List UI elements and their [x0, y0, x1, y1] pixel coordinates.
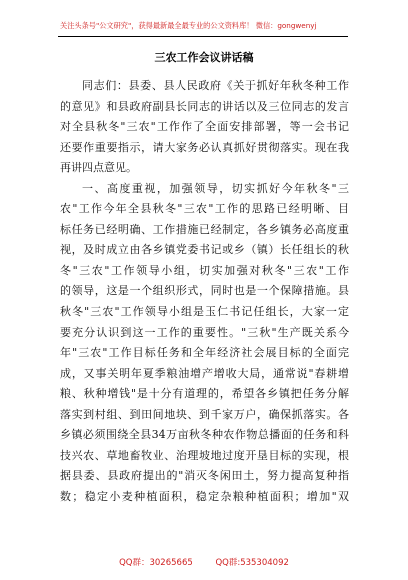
body-line: 标任务已经明确、工作措施已经制定，各乡镇务必高度重	[60, 222, 349, 236]
document-body	[60, 76, 349, 507]
body-line: 乡镇必须围绕全县34万亩秋冬种农作物总播面的任务和科	[60, 428, 349, 442]
body-line: 农"工作今年全县秋冬"三农"工作的思路已经明晰、目	[60, 202, 349, 216]
body-line: 再讲四点意见。	[60, 161, 137, 175]
body-line: 还要作重要指示，请大家务必认真抓好贯彻落实。现在我	[60, 140, 349, 154]
body-line: 要充分认识到这一工作的重要性。"三秋"生产既关系今	[60, 325, 349, 339]
body-line: 秋冬"三农"工作领导小组是玉仁书记任组长，大家一定	[60, 305, 349, 319]
body-line: 技兴农、草地畜牧业、治理坡地过度开垦目标的实现，根	[60, 448, 349, 462]
footer-qq-group-1: QQ群：30265665	[119, 558, 193, 568]
body-line: 对全县秋冬"三农"工作作了全面安排部署，等一会书记	[60, 120, 349, 134]
document-title: 三农工作会议讲话稿	[154, 51, 254, 64]
body-line: 落实到村组、到田间地块、到千家万户，确保抓落实。各	[60, 407, 349, 421]
body-line: 成，又事关明年夏季粮油增产增收大局，通常说"春耕增	[60, 366, 349, 380]
footer-contact	[0, 556, 408, 570]
body-line: 粮、秋种增钱"是十分有道理的，希望各乡镇把任务分解	[60, 387, 349, 401]
footer-qq-group-2: QQ群:535304092	[215, 558, 289, 568]
header-divider	[58, 36, 348, 37]
body-line: 一、高度重视，加强领导，切实抓好今年秋冬"三	[82, 181, 349, 195]
body-line: 的意见》和县政府副县长同志的讲话以及三位同志的发言	[60, 99, 349, 113]
body-line: 同志们：县委、县人民政府《关于抓好年秋冬种工作	[82, 79, 349, 92]
body-line: 视，及时成立由各乡镇党委书记或乡（镇）长任组长的秋	[60, 243, 349, 257]
body-line: 冬"三农"工作领导小组，切实加强对秋冬"三农"工作	[60, 263, 349, 277]
body-line: 数；稳定小麦种植面积，稳定杂粮种植面积；增加"双	[60, 489, 349, 503]
body-line: 据县委、县政府提出的"消灭冬闲田土，努力提高复种指	[60, 469, 349, 483]
body-line: 年"三农"工作目标任务和全年经济社会展目标的全面完	[60, 346, 349, 360]
header-notice: 关注头条号"公文研究"，获得最新最全最专业的公文资料库！ 微信：gongwenyj	[60, 21, 317, 30]
body-line: 的领导，这是一个组织形式，同时也是一个保障措施。县	[60, 284, 349, 298]
